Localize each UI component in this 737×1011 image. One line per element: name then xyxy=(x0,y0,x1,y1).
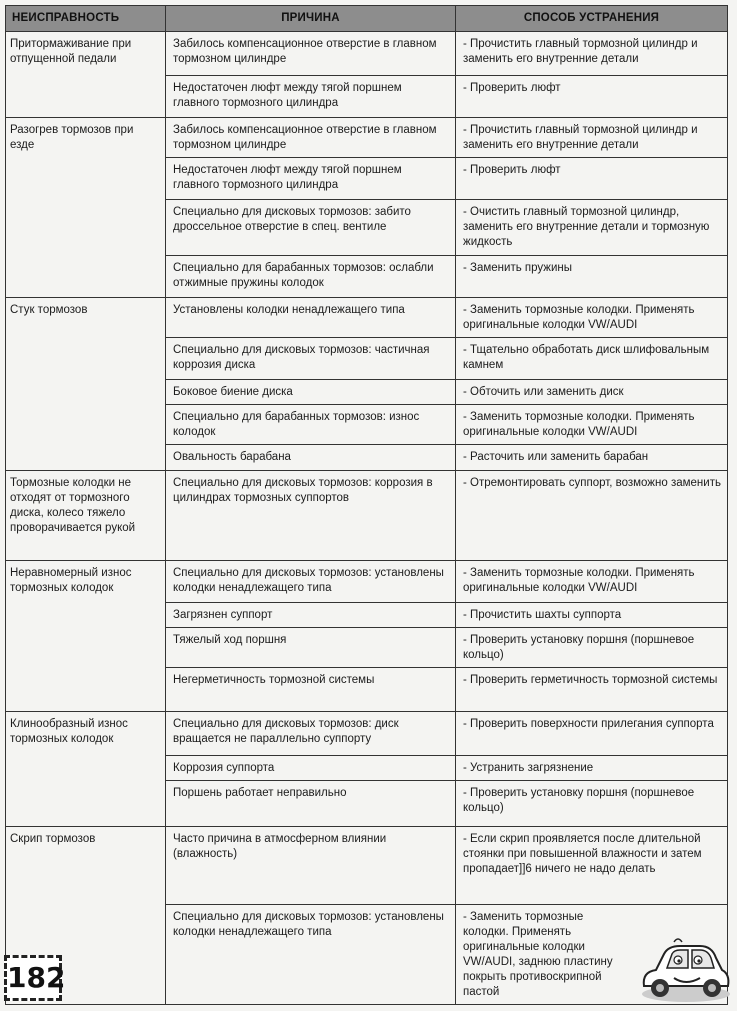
remedy-cell: - Проверить герметичность тормозной системы xyxy=(456,668,728,712)
cause-cell: Установлены колодки ненадлежащего типа xyxy=(166,298,456,338)
cause-cell: Тяжелый ход поршня xyxy=(166,628,456,668)
cause-cell: Специально для дисковых тормозов: коррозия в цилиндрах тормозных суппортов xyxy=(166,471,456,561)
cause-cell: Загрязнен суппорт xyxy=(166,603,456,628)
table-row xyxy=(6,712,728,756)
remedy-cell: - Если скрип проявляется после длительной стоянки при повышенной влажности и затем пропадает]]6 ничего не надо делать xyxy=(456,827,728,905)
remedy-cell: - Проверить установку поршня (поршневое кольцо) xyxy=(456,781,728,827)
cause-cell: Специально для дисковых тормозов: забито дроссельное отверстие в спец. вентиле xyxy=(166,200,456,256)
table-row xyxy=(6,471,728,561)
cause-cell: Забилось компенсационное отверстие в главном тормозном цилиндре xyxy=(166,32,456,76)
fault-cell: Тормозные колодки не отходят от тормозного диска, колесо тяжело проворачивается рукой xyxy=(6,471,166,561)
cause-cell: Специально для дисковых тормозов: частичная коррозия диска xyxy=(166,338,456,380)
remedy-cell: - Заменить тормозные колодки. Применять оригинальные колодки VW/AUDI xyxy=(456,561,728,603)
remedy-cell: - Заменить пружины xyxy=(456,256,728,298)
cause-cell: Негерметичность тормозной системы xyxy=(166,668,456,712)
cause-cell: Специально для барабанных тормозов: ослабли отжимные пружины колодок xyxy=(166,256,456,298)
cartoon-car-icon xyxy=(634,936,734,1006)
troubleshooting-table xyxy=(5,5,728,1005)
table-row xyxy=(6,298,728,338)
fault-cell: Клинообразный износ тормозных колодок xyxy=(6,712,166,827)
remedy-cell: - Тщательно обработать диск шлифовальным камнем xyxy=(456,338,728,380)
remedy-cell: - Расточить или заменить барабан xyxy=(456,445,728,471)
cause-cell: Специально для барабанных тормозов: износ колодок xyxy=(166,405,456,445)
header-remedy: СПОСОБ УСТРАНЕНИЯ xyxy=(456,6,728,32)
header-fault: НЕИСПРАВНОСТЬ xyxy=(6,6,166,32)
table-row xyxy=(6,32,728,76)
remedy-cell: - Проверить поверхности прилегания суппорта xyxy=(456,712,728,756)
remedy-cell: - Проверить установку поршня (поршневое кольцо) xyxy=(456,628,728,668)
remedy-cell: - Прочистить главный тормозной цилиндр и заменить его внутренние детали xyxy=(456,32,728,76)
fault-cell: Разогрев тормозов при езде xyxy=(6,118,166,298)
fault-cell: Скрип тормозов xyxy=(6,827,166,1005)
cause-cell: Овальность барабана xyxy=(166,445,456,471)
remedy-cell: - Устранить загрязнение xyxy=(456,756,728,781)
page xyxy=(5,5,732,1006)
remedy-cell: - Отремонтировать суппорт, возможно заменить xyxy=(456,471,728,561)
table-row xyxy=(6,561,728,603)
cause-cell: Часто причина в атмосферном влиянии (влажность) xyxy=(166,827,456,905)
remedy-cell: - Очистить главный тормозной цилиндр, заменить его внутренние детали и тормозную жидкость xyxy=(456,200,728,256)
cause-cell: Специально для дисковых тормозов: диск вращается не параллельно суппорту xyxy=(166,712,456,756)
remedy-cell: - Проверить люфт xyxy=(456,76,728,118)
fault-cell: Притормаживание при отпущенной педали xyxy=(6,32,166,118)
cause-cell: Недостаточен люфт между тягой поршнем главного тормозного цилиндра xyxy=(166,76,456,118)
remedy-cell: - Прочистить главный тормозной цилиндр и заменить его внутренние детали xyxy=(456,118,728,158)
cause-cell: Боковое биение диска xyxy=(166,380,456,405)
remedy-cell: - Проверить люфт xyxy=(456,158,728,200)
cause-cell: Поршень работает неправильно xyxy=(166,781,456,827)
cause-cell: Специально для дисковых тормозов: установлены колодки ненадлежащего типа xyxy=(166,905,456,1005)
remedy-cell: - Заменить тормозные колодки. Применять оригинальные колодки VW/AUDI, заднюю пластину покрыть противоскрипной пастой xyxy=(456,905,728,1005)
fault-cell: Стук тормозов xyxy=(6,298,166,471)
header-cause: ПРИЧИНА xyxy=(166,6,456,32)
remedy-cell: - Обточить или заменить диск xyxy=(456,380,728,405)
cause-cell: Коррозия суппорта xyxy=(166,756,456,781)
remedy-cell: - Прочистить шахты суппорта xyxy=(456,603,728,628)
table-header-row xyxy=(6,6,728,32)
cause-cell: Забилось компенсационное отверстие в главном тормозном цилиндре xyxy=(166,118,456,158)
table-row xyxy=(6,827,728,905)
cause-cell: Недостаточен люфт между тягой поршнем главного тормозного цилиндра xyxy=(166,158,456,200)
cause-cell: Специально для дисковых тормозов: установлены колодки ненадлежащего типа xyxy=(166,561,456,603)
table-row xyxy=(6,118,728,158)
page-number: 182 xyxy=(4,955,62,1001)
fault-cell: Неравномерный износ тормозных колодок xyxy=(6,561,166,712)
remedy-cell: - Заменить тормозные колодки. Применять оригинальные колодки VW/AUDI xyxy=(456,405,728,445)
remedy-cell: - Заменить тормозные колодки. Применять оригинальные колодки VW/AUDI xyxy=(456,298,728,338)
